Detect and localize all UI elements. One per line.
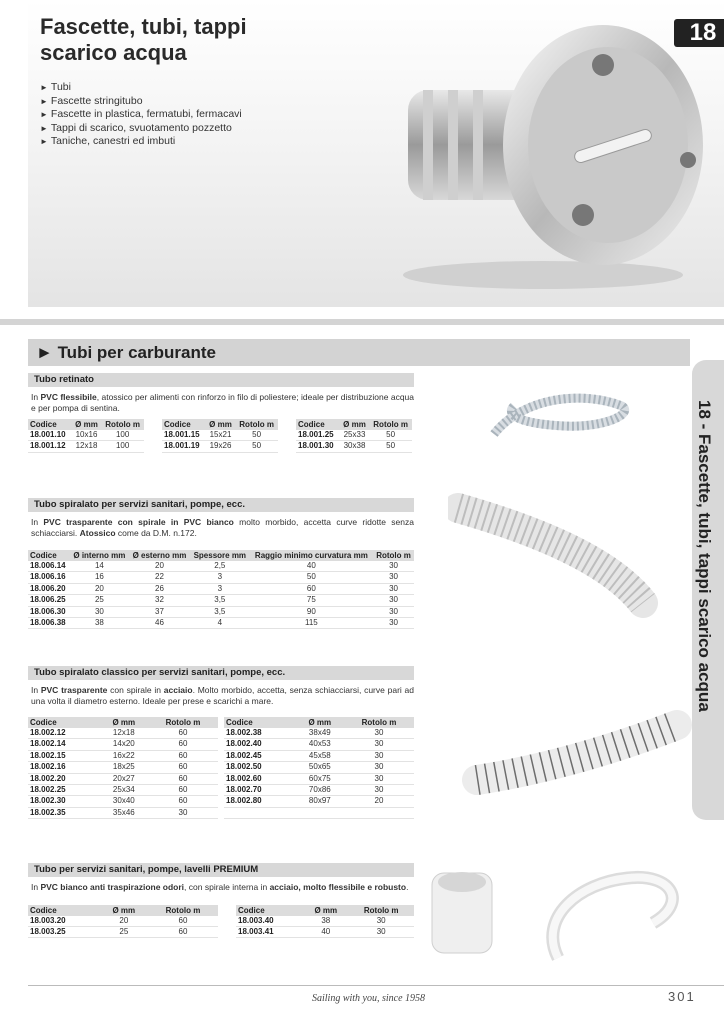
text: . Molto morbido, accetta, senza schiacciarsi, curve pari ad una volta il diametro esterno. Ideale per prese e scarichi a mare.	[31, 685, 414, 706]
table-cell: 30	[348, 926, 414, 937]
table-row	[162, 430, 278, 441]
table-row	[28, 785, 218, 796]
column-header: Ø mm	[100, 717, 148, 728]
table-cell: 30	[344, 739, 414, 750]
footer-divider	[28, 985, 724, 986]
column-header: Ø mm	[206, 419, 235, 430]
table-cell: 30	[373, 606, 414, 617]
table-cell: 30	[344, 750, 414, 761]
column-header: Ø esterno mm	[129, 550, 190, 561]
emphasis-text: Atossico	[79, 527, 116, 538]
product-block-spiralato	[28, 498, 414, 629]
product-title: Tubo per servizi sanitari, pompe, lavelli PREMIUM	[28, 863, 414, 877]
table-row	[28, 739, 218, 750]
table-cell: 30x38	[340, 441, 369, 452]
text: In	[31, 392, 41, 402]
table-cell: 70x86	[296, 785, 344, 796]
table-cell: 12x18	[72, 441, 101, 452]
table-cell: 18.003.25	[28, 926, 100, 937]
divider	[0, 319, 724, 325]
category-item: ► Tappi di scarico, svuotamento pozzetto	[40, 122, 242, 136]
table-cell: 50	[250, 572, 373, 583]
product-block-spiralato-classico	[28, 666, 414, 819]
table-cell: 18.002.15	[28, 750, 100, 761]
column-header: Rotolo m	[235, 419, 278, 430]
table-header-row	[224, 717, 414, 728]
table-cell: 12x18	[100, 728, 148, 739]
column-header: Spessore mm	[190, 550, 250, 561]
chapter-badge: 18	[674, 19, 724, 47]
table-header-row	[28, 905, 218, 916]
table-cell: 30	[373, 583, 414, 594]
spec-table	[28, 905, 218, 939]
table-row	[162, 441, 278, 452]
spec-table	[28, 717, 218, 819]
table-cell: 16	[70, 572, 129, 583]
table-cell: 18.002.25	[28, 785, 100, 796]
table-cell: 3,5	[190, 595, 250, 606]
table-cell: 18.006.30	[28, 606, 70, 617]
column-header: Rotolo m	[101, 419, 144, 430]
table-header-row	[162, 419, 278, 430]
column-header: Codice	[28, 550, 70, 561]
table-cell: 38x49	[296, 728, 344, 739]
table-cell: 14x20	[100, 739, 148, 750]
table-cell: 50	[235, 430, 278, 441]
column-header: Ø mm	[340, 419, 369, 430]
table-cell: 20	[344, 796, 414, 807]
table-cell: 18.002.38	[224, 728, 296, 739]
product-title: Tubo retinato	[28, 373, 414, 387]
steel-spiral-hose-image	[462, 710, 692, 800]
table-row	[28, 916, 218, 927]
table-cell: 18.002.70	[224, 785, 296, 796]
table-cell: 38	[70, 618, 129, 629]
table-cell: 37	[129, 606, 190, 617]
table-cell: 18.001.19	[162, 441, 206, 452]
table-cell: 18.003.40	[236, 916, 303, 927]
column-header: Ø mm	[296, 717, 344, 728]
category-item: ► Taniche, canestri ed imbuti	[40, 135, 242, 149]
table-cell: 60	[148, 785, 218, 796]
spec-table	[28, 550, 414, 629]
table-cell: 50x65	[296, 762, 344, 773]
column-header: Rotolo m	[369, 419, 412, 430]
table-cell: 18.002.20	[28, 773, 100, 784]
category-list	[40, 81, 242, 149]
table-row	[28, 750, 218, 761]
text: In	[31, 517, 44, 527]
column-header: Codice	[162, 419, 206, 430]
table-cell: 18.001.12	[28, 441, 72, 452]
product-description	[31, 392, 414, 413]
table-cell: 3,5	[190, 606, 250, 617]
table-row	[28, 430, 144, 441]
emphasis-text: PVC flessibile	[40, 392, 97, 402]
table-cell: 25x33	[340, 430, 369, 441]
column-header: Rotolo m	[148, 905, 218, 916]
table-cell: 18.006.25	[28, 595, 70, 606]
section-title: ► Tubi per carburante	[28, 339, 690, 366]
product-block-premium	[28, 863, 414, 938]
drain-plug-image	[368, 20, 708, 300]
table-cell: 2,5	[190, 561, 250, 572]
table-cell: 18.002.14	[28, 739, 100, 750]
table-cell: 14	[70, 561, 129, 572]
table-row	[296, 441, 412, 452]
table-cell: 30	[344, 762, 414, 773]
table-cell: 25x34	[100, 785, 148, 796]
table-cell: 45x58	[296, 750, 344, 761]
table-cell: 30	[344, 773, 414, 784]
chapter-side-tab	[692, 360, 724, 820]
table-cell: 18.002.16	[28, 762, 100, 773]
table-cell: 18.002.60	[224, 773, 296, 784]
table-cell	[296, 807, 344, 818]
column-header: Ø mm	[72, 419, 101, 430]
product-description	[31, 882, 414, 893]
spiral-hose-image	[448, 488, 668, 648]
table-cell: 3	[190, 572, 250, 583]
table-cell: 3	[190, 583, 250, 594]
table-cell: 18.003.20	[28, 916, 100, 927]
column-header: Rotolo m	[344, 717, 414, 728]
text: come da D.M. n.172.	[115, 527, 197, 538]
table-cell: 26	[129, 583, 190, 594]
table-row	[224, 785, 414, 796]
column-header: Ø mm	[100, 905, 148, 916]
emphasis-text: PVC bianco anti traspirazione odori	[40, 882, 185, 892]
table-row	[224, 796, 414, 807]
table-cell: 30x40	[100, 796, 148, 807]
table-cell: 18.002.12	[28, 728, 100, 739]
table-header-row	[236, 905, 414, 916]
table-cell: 60	[250, 583, 373, 594]
table-cell: 18.002.80	[224, 796, 296, 807]
emphasis-text: PVC trasparente con spirale in PVC bianco	[43, 517, 234, 527]
text: .	[406, 882, 409, 892]
column-header: Codice	[236, 905, 303, 916]
table-row	[28, 796, 218, 807]
table-row	[28, 606, 414, 617]
table-row	[224, 739, 414, 750]
premium-hose-image	[428, 858, 698, 968]
emphasis-text: PVC trasparente	[40, 685, 108, 695]
text: molto morbido, accetta curve ridotte senza schiacciarsi.	[31, 517, 414, 538]
table-cell: 18.002.40	[224, 739, 296, 750]
table-cell: 18.006.14	[28, 561, 70, 572]
table-cell: 18.001.25	[296, 430, 340, 441]
table-row	[28, 441, 144, 452]
table-header-row	[28, 419, 144, 430]
table-cell: 80x97	[296, 796, 344, 807]
product-description	[31, 685, 414, 706]
table-cell: 18.002.50	[224, 762, 296, 773]
category-item: ► Tubi	[40, 81, 242, 95]
table-row	[224, 728, 414, 739]
spec-table	[162, 419, 278, 453]
table-cell: 25	[100, 926, 148, 937]
table-cell: 20	[70, 583, 129, 594]
table-cell: 40x53	[296, 739, 344, 750]
table-cell: 50	[369, 441, 412, 452]
column-header: Rotolo m	[348, 905, 414, 916]
table-cell: 100	[101, 430, 144, 441]
table-cell: 10x16	[72, 430, 101, 441]
column-header: Codice	[224, 717, 296, 728]
table-header-row	[28, 550, 414, 561]
table-row	[28, 561, 414, 572]
table-cell: 30	[344, 728, 414, 739]
table-cell: 18.006.20	[28, 583, 70, 594]
category-item: ► Fascette in plastica, fermatubi, fermacavi	[40, 108, 242, 122]
table-row	[28, 583, 414, 594]
table-cell: 60	[148, 773, 218, 784]
column-header: Rotolo m	[373, 550, 414, 561]
table-cell: 32	[129, 595, 190, 606]
table-cell: 18.006.38	[28, 618, 70, 629]
table-cell: 18.002.45	[224, 750, 296, 761]
table-cell: 20x27	[100, 773, 148, 784]
table-cell	[224, 807, 296, 818]
page-title	[40, 14, 340, 66]
table-cell: 60	[148, 926, 218, 937]
table-cell: 25	[70, 595, 129, 606]
table-row	[236, 926, 414, 937]
product-block-retinato	[28, 373, 414, 453]
table-cell: 30	[348, 916, 414, 927]
table-cell: 16x22	[100, 750, 148, 761]
table-cell: 40	[303, 926, 348, 937]
table-cell: 35x46	[100, 807, 148, 818]
table-header-row	[28, 717, 218, 728]
table-cell: 30	[373, 572, 414, 583]
text: In	[31, 685, 41, 695]
text: Tubi per carburante	[57, 343, 216, 362]
text: , atossico per alimenti con rinforzo in filo di poliestere; ideale per distribuzione acqua e per pompa di sentina.	[31, 392, 415, 413]
table-row	[28, 595, 414, 606]
text: In	[31, 882, 41, 892]
table-cell: 30	[373, 595, 414, 606]
table-row	[236, 916, 414, 927]
table-cell: 30	[373, 561, 414, 572]
table-row	[28, 572, 414, 583]
table-cell: 30	[373, 618, 414, 629]
table-row	[296, 430, 412, 441]
column-header: Ø mm	[303, 905, 348, 916]
table-cell: 60	[148, 916, 218, 927]
product-description	[31, 517, 414, 538]
product-title: Tubo spiralato classico per servizi sanitari, pompe, ecc.	[28, 666, 414, 680]
table-cell: 18x25	[100, 762, 148, 773]
table-cell: 115	[250, 618, 373, 629]
braided-hose-image	[484, 386, 634, 446]
table-row	[28, 762, 218, 773]
table-cell: 100	[101, 441, 144, 452]
table-cell: 18.002.35	[28, 807, 100, 818]
column-header: Codice	[28, 905, 100, 916]
table-cell: 60x75	[296, 773, 344, 784]
spec-table	[28, 419, 144, 453]
column-header: Raggio minimo curvatura mm	[250, 550, 373, 561]
table-cell: 60	[148, 739, 218, 750]
table-cell: 60	[148, 762, 218, 773]
table-cell: 18.001.15	[162, 430, 206, 441]
table-cell: 18.001.30	[296, 441, 340, 452]
column-header: Ø interno mm	[70, 550, 129, 561]
table-cell: 18.001.10	[28, 430, 72, 441]
table-row	[28, 773, 218, 784]
table-cell: 50	[369, 430, 412, 441]
text: Fascette, tubi, tappi	[40, 14, 247, 39]
table-cell: 38	[303, 916, 348, 927]
column-header: Codice	[28, 419, 72, 430]
table-row	[224, 807, 414, 818]
table-cell: 30	[148, 807, 218, 818]
table-cell: 20	[100, 916, 148, 927]
table-cell: 46	[129, 618, 190, 629]
table-row	[224, 750, 414, 761]
page-number: 301	[668, 989, 696, 1004]
emphasis-text: acciaio	[163, 685, 193, 695]
table-cell: 60	[148, 728, 218, 739]
table-cell	[344, 807, 414, 818]
category-item: ► Fascette stringitubo	[40, 95, 242, 109]
table-cell: 60	[148, 750, 218, 761]
product-title: Tubo spiralato per servizi sanitari, pompe, ecc.	[28, 498, 414, 512]
table-cell: 30	[70, 606, 129, 617]
table-cell: 18.006.16	[28, 572, 70, 583]
table-cell: 15x21	[206, 430, 235, 441]
column-header: Codice	[28, 717, 100, 728]
table-row	[28, 728, 218, 739]
table-row	[224, 773, 414, 784]
spec-table	[296, 419, 412, 453]
column-header: Codice	[296, 419, 340, 430]
table-cell: 20	[129, 561, 190, 572]
table-row	[28, 926, 218, 937]
table-cell: 18.003.41	[236, 926, 303, 937]
table-cell: 60	[148, 796, 218, 807]
table-cell: 19x26	[206, 441, 235, 452]
table-cell: 4	[190, 618, 250, 629]
text: 18 - Fascette, tubi, tappi scarico acqua	[695, 400, 714, 712]
table-cell: 22	[129, 572, 190, 583]
table-cell: 40	[250, 561, 373, 572]
column-header: Rotolo m	[148, 717, 218, 728]
table-cell: 75	[250, 595, 373, 606]
table-cell: 30	[344, 785, 414, 796]
table-cell: 18.002.30	[28, 796, 100, 807]
table-row	[28, 618, 414, 629]
text: scarico acqua	[40, 40, 187, 65]
spec-table	[236, 905, 414, 939]
text: , con spirale interna in	[184, 882, 270, 892]
table-cell: 50	[235, 441, 278, 452]
emphasis-text: acciaio, molto flessibile e robusto	[269, 882, 407, 892]
spec-table	[224, 717, 414, 819]
table-cell: 90	[250, 606, 373, 617]
header-banner	[28, 0, 724, 307]
table-row	[224, 762, 414, 773]
text: con spirale in	[107, 685, 164, 695]
footer-tagline: Sailing with you, since 1958	[312, 993, 426, 1004]
table-header-row	[296, 419, 412, 430]
table-row	[28, 807, 218, 818]
